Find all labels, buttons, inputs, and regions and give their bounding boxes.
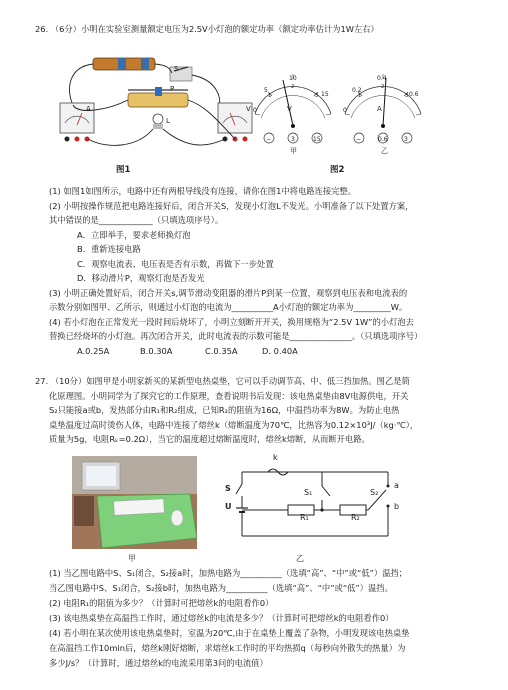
left-meter-terminal-15: 15 bbox=[313, 136, 321, 143]
q27-question-3: (3) 该电热桌垫在高温挡工作时，通过熔丝k的电流是多少？（计算时可把熔丝k的电阻看作0） bbox=[49, 613, 394, 623]
label-l: L bbox=[166, 117, 170, 125]
circuit-diagram bbox=[228, 460, 403, 545]
q26-option-b: B．重新连接电路 bbox=[77, 244, 141, 254]
right-meter-sub-3: 3 bbox=[405, 93, 409, 99]
circuit-label-a: a bbox=[394, 481, 399, 490]
q26-choice-d: D. 0.40A bbox=[262, 346, 298, 356]
q27-question-4b: 在高温挡工作10min后，熔丝k刚好熔断，求熔丝k工作时的平均热损q（每秒向外散失的热量）为 bbox=[49, 643, 406, 653]
left-meter-sub-2: 2 bbox=[291, 84, 295, 90]
q26-line-1: (1) 如图1如图所示，电路中还有两根导线没有连接，请你在图1中将电路连接完整。 bbox=[49, 186, 357, 196]
right-meter-terminal-06: 0.6 bbox=[378, 136, 388, 143]
left-meter-sub-1: 1 bbox=[268, 93, 272, 99]
q27-question-2: (2) 电阻R₁的阻值为多少？（计算时可把熔丝k的电阻看作0） bbox=[49, 598, 274, 608]
q27-line-4: 桌垫温度过高时烫伤人体，电路中连接了熔丝k（熔断温度为70℃，比热容为0.12×10³J/（kg·℃）， bbox=[49, 420, 419, 430]
q27-question-4a: (4) 若小明在某次使用该电热桌垫时，室温为20℃,由于在桌垫上覆盖了杂物，小明发现该电热桌垫 bbox=[49, 628, 410, 638]
circuit-label-u: U bbox=[225, 502, 232, 511]
right-meter-a: A bbox=[377, 105, 382, 113]
q27-line-3: S₂只能接a或b，发热部分由R₁和R₂组成，已知R₂的阻值为16Ω，中温挡功率为8W。为防止电热 bbox=[49, 405, 400, 415]
label-p: P bbox=[170, 85, 175, 93]
photo-caption-jia: 甲 bbox=[128, 554, 136, 563]
left-meter-tick-10: 10 bbox=[289, 75, 297, 82]
left-meter-tick-0: 0 bbox=[253, 107, 257, 114]
circuit-label-b: b bbox=[394, 502, 400, 511]
circuit-label-s1: S₁ bbox=[304, 488, 313, 497]
q26-line-3: 其中错误的是_____________（只填选项序号）。 bbox=[49, 215, 224, 225]
q26-option-d: D．移动滑片P，观察灯泡是否发光 bbox=[77, 273, 205, 283]
left-meter-terminal-3: 3 bbox=[291, 136, 295, 143]
q26-line-2: (2) 小明按操作规范把电路连接好后，闭合开关S，发现小灯泡L不发光。小明准备了以下处置方案， bbox=[49, 201, 414, 211]
circuit-label-k: k bbox=[273, 453, 278, 462]
right-meter-tick-02: 0.2 bbox=[352, 87, 362, 94]
circuit-label-s: S bbox=[225, 484, 231, 493]
right-meter-sub-2: 2 bbox=[381, 84, 385, 90]
circuit-caption-yi: 乙 bbox=[296, 554, 304, 563]
q26-line-8: (3) 小明正确处置好后，闭合开关s,调节滑动变阻器的滑片P到某一位置，观察到电压表和电流表的 bbox=[49, 288, 408, 298]
label-v: V bbox=[246, 105, 251, 113]
fig1-caption: 图1 bbox=[116, 165, 131, 175]
q27-question-1b: 当乙图电路中S、S₁闭合，S₂接b时，加热电路为__________（选填“高”、“中”或“低”）温挡。 bbox=[49, 583, 393, 593]
right-meter-tick-04: 0.4 bbox=[377, 75, 387, 82]
circuit-label-r1: R₁ bbox=[300, 513, 309, 522]
q26-choice-a: A.0.25A bbox=[77, 346, 110, 356]
q26-choice-c: C.0.35A bbox=[205, 346, 238, 356]
q26-line-9: 示数分别如图甲、乙所示，则通过小灯泡的电流为__________A小灯泡的额定功率为_________W。 bbox=[49, 302, 408, 312]
left-meter-v: V bbox=[287, 105, 292, 113]
q26-line-11: 替换已经烧坏的小灯泡。再次闭合开关，此时电流表的示数可能是_______________。（只填选项序号） bbox=[49, 331, 423, 341]
left-meter-jia: 甲 bbox=[290, 147, 297, 155]
right-meter-tick-0: 0 bbox=[343, 107, 347, 114]
fig2-caption: 图2 bbox=[330, 165, 345, 175]
right-meter-tick-06: 0.6 bbox=[409, 91, 419, 98]
q26-header: 26. （6分）小明在实验室测量额定电压为2.5V小灯泡的额定功率（额定功率估计为1W左右） bbox=[35, 24, 379, 34]
q27-line-2: 化原理图。小明同学为了探究它的工作原理，查看说明书后发现：该电热桌垫由8V电源供电，开关 bbox=[49, 391, 409, 401]
right-meter-terminal-neg: − bbox=[356, 136, 362, 143]
right-meter-terminal-3: 3 bbox=[404, 136, 408, 143]
q26-option-c: C．观察电流表、电压表是否有示数，再做下一步处置 bbox=[77, 259, 274, 269]
heated-desk-pad-photo bbox=[72, 456, 197, 549]
left-meter-sub-3: 3 bbox=[315, 93, 319, 99]
left-meter-tick-15: 15 bbox=[321, 91, 329, 98]
right-meter-sub-1: 1 bbox=[358, 93, 362, 99]
q26-choice-b: B.0.30A bbox=[140, 346, 173, 356]
q27-line-1: 27. （10分）如图甲是小明家新买的某新型电热桌垫，它可以手动调节高、中、低三挡加热。图乙是简 bbox=[35, 376, 410, 386]
q26-line-10: (4) 若小灯泡在正常发光一段时间后烧坏了，小明立刻断开开关，换用规格为“2.5V 1W”的小灯泡去 bbox=[49, 317, 414, 327]
q27-line-5: 质量为5g，电阻Rₖ=0.2Ω），当它的温度超过熔断温度时，熔丝k熔断，从而断开电路。 bbox=[49, 434, 370, 444]
q27-question-4c: 多少J/s？（计算时，通过熔丝k的电流采用第3问的电流值） bbox=[49, 658, 268, 668]
right-meter-yi: 乙 bbox=[381, 147, 388, 155]
left-meter-tick-5: 5 bbox=[264, 87, 268, 94]
q26-option-a: A．立即举手，要求老师换灯泡 bbox=[77, 230, 191, 240]
circuit-label-r2: R₂ bbox=[351, 513, 360, 522]
circuit-label-s2: S₂ bbox=[370, 488, 379, 497]
label-s: S bbox=[174, 65, 179, 73]
label-a: A bbox=[86, 105, 91, 113]
q27-question-1a: (1) 当乙图电路中S、S₁闭合，S₂接a时，加热电路为__________（选填“高”、“中”或“低”）温挡； bbox=[49, 568, 408, 578]
left-meter-terminal-neg: − bbox=[266, 136, 272, 143]
